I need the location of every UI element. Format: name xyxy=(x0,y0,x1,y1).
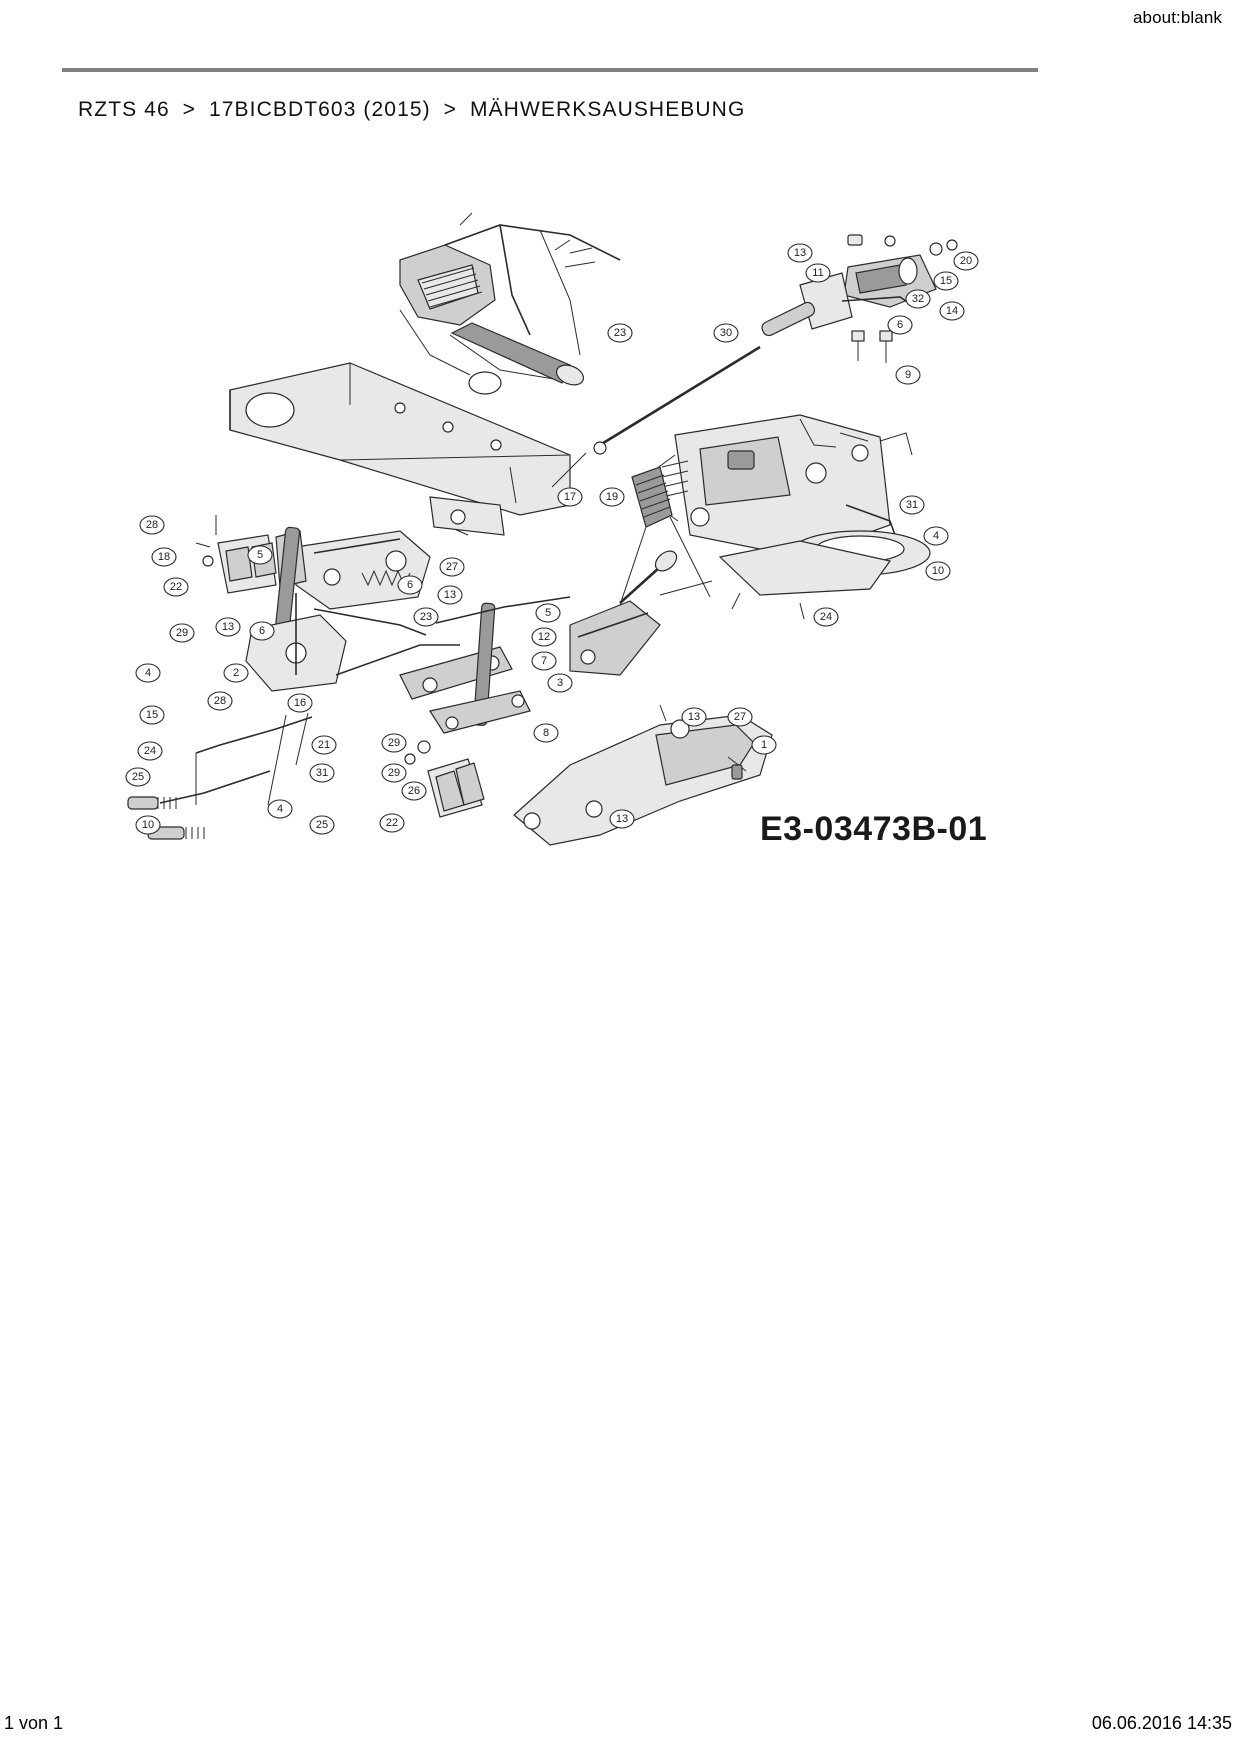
callout-label: 31 xyxy=(905,499,919,511)
callout-label: 4 xyxy=(276,803,284,815)
callout-label: 29 xyxy=(387,767,401,779)
callout-label: 23 xyxy=(613,327,627,339)
callout-label: 11 xyxy=(812,267,824,279)
callout-label: 27 xyxy=(445,561,459,573)
parts-diagram-svg xyxy=(100,205,1040,885)
callout-label: 26 xyxy=(407,785,421,797)
callout-bubble xyxy=(438,586,462,604)
callout-label: 21 xyxy=(317,739,331,751)
print-header xyxy=(0,0,1240,36)
callout-bubble xyxy=(532,628,556,646)
lower-center-bracket xyxy=(405,741,484,817)
callout-bubble xyxy=(906,290,930,308)
transmission-group xyxy=(656,415,930,619)
callout-bubble xyxy=(310,764,334,782)
callout-label: 15 xyxy=(145,709,159,721)
callout-label: 10 xyxy=(931,565,945,577)
breadcrumb-item-assembly[interactable]: MÄHWERKSAUSHEBUNG xyxy=(469,98,746,121)
breadcrumb xyxy=(78,98,745,122)
callout-bubble xyxy=(164,578,188,596)
callout-bubble xyxy=(382,764,406,782)
callout-bubble xyxy=(940,302,964,320)
callout-label: 24 xyxy=(143,745,157,757)
callout-label: 25 xyxy=(131,771,145,783)
callout-label: 5 xyxy=(544,607,552,619)
callout-bubble xyxy=(888,316,912,334)
breadcrumb-item-type[interactable]: 17BICBDT603 (2015) xyxy=(208,98,431,121)
callout-label: 7 xyxy=(540,655,548,667)
callout-bubble xyxy=(532,652,556,670)
callout-bubble xyxy=(398,576,422,594)
callout-bubble xyxy=(788,244,812,262)
page-url: about:blank xyxy=(1132,8,1222,27)
breadcrumb-separator: > xyxy=(182,98,197,121)
callout-bubble xyxy=(534,724,558,742)
breadcrumb-separator: > xyxy=(443,98,458,121)
callout-label: 28 xyxy=(145,519,159,531)
callout-label: 10 xyxy=(141,819,155,831)
callout-bubble xyxy=(170,624,194,642)
callout-label: 14 xyxy=(945,305,959,317)
callout-bubble xyxy=(926,562,950,580)
callout-label: 13 xyxy=(793,247,807,259)
page-indicator: 1 von 1 xyxy=(4,1712,64,1733)
header-divider xyxy=(62,68,1038,72)
callout-label: 28 xyxy=(213,695,227,707)
callout-bubble xyxy=(714,324,738,342)
callout-label: 16 xyxy=(293,697,307,709)
callout-label: 4 xyxy=(932,530,940,542)
callout-label: 2 xyxy=(232,667,240,679)
callout-bubble xyxy=(248,546,272,564)
callout-bubble xyxy=(752,736,776,754)
callout-label: 15 xyxy=(939,275,953,287)
callout-label: 13 xyxy=(443,589,457,601)
callout-label: 1 xyxy=(760,739,768,751)
callout-bubble xyxy=(610,810,634,828)
callout-bubble xyxy=(216,618,240,636)
callout-bubble xyxy=(548,674,572,692)
callout-label: 13 xyxy=(615,813,629,825)
callout-bubble xyxy=(140,516,164,534)
callout-label: 32 xyxy=(911,293,925,305)
callout-label: 29 xyxy=(387,737,401,749)
drawing-code: E3-03473B-01 xyxy=(760,810,988,848)
callout-label: 4 xyxy=(144,667,152,679)
parts-diagram xyxy=(100,205,1040,885)
lift-bracket-group xyxy=(800,235,957,363)
callout-bubble xyxy=(728,708,752,726)
callout-bubble xyxy=(608,324,632,342)
callout-bubble xyxy=(152,548,176,566)
callout-label: 9 xyxy=(904,369,912,381)
callout-bubble xyxy=(380,814,404,832)
callout-bubble xyxy=(954,252,978,270)
breadcrumb-item-model[interactable]: RZTS 46 xyxy=(78,98,170,121)
callout-bubble xyxy=(682,708,706,726)
print-timestamp: 06.06.2016 14:35 xyxy=(1091,1712,1232,1733)
callout-label: 27 xyxy=(733,711,747,723)
callout-bubble xyxy=(600,488,624,506)
callout-bubble xyxy=(138,742,162,760)
callout-label: 30 xyxy=(719,327,733,339)
callout-bubble xyxy=(312,736,336,754)
callout-label: 19 xyxy=(605,491,619,503)
callout-label: 17 xyxy=(563,491,577,503)
callout-label: 12 xyxy=(537,631,551,643)
callout-bubble xyxy=(208,692,232,710)
callout-bubble xyxy=(934,272,958,290)
callout-label: 6 xyxy=(258,625,266,637)
callout-label: 25 xyxy=(315,819,329,831)
callout-label: 22 xyxy=(385,817,399,829)
callout-label: 6 xyxy=(896,319,904,331)
callout-label: 24 xyxy=(819,611,833,623)
callout-label: 6 xyxy=(406,579,414,591)
callout-bubble xyxy=(558,488,582,506)
callout-label: 13 xyxy=(687,711,701,723)
pedal-assembly-group xyxy=(400,213,620,394)
callout-bubble xyxy=(310,816,334,834)
callout-label: 5 xyxy=(256,549,264,561)
callout-bubble xyxy=(288,694,312,712)
callout-bubble xyxy=(140,706,164,724)
callout-label: 29 xyxy=(175,627,189,639)
callout-label: 20 xyxy=(959,255,973,267)
callout-bubble xyxy=(250,622,274,640)
callout-bubble xyxy=(402,782,426,800)
page-footer xyxy=(0,1710,1240,1736)
callout-bubble xyxy=(814,608,838,626)
callout-label: 8 xyxy=(542,727,550,739)
callout-bubble xyxy=(924,527,948,545)
callout-label: 13 xyxy=(221,621,235,633)
callout-label: 22 xyxy=(169,581,183,593)
callout-label: 18 xyxy=(157,551,171,563)
callout-bubble xyxy=(136,816,160,834)
callout-bubble xyxy=(806,264,830,282)
callout-label: 3 xyxy=(556,677,564,689)
callout-bubble xyxy=(382,734,406,752)
callout-bubble xyxy=(896,366,920,384)
callout-label: 23 xyxy=(419,611,433,623)
callout-bubble xyxy=(440,558,464,576)
callout-bubble xyxy=(536,604,560,622)
callout-bubble xyxy=(900,496,924,514)
callout-bubble xyxy=(136,664,160,682)
callout-bubble xyxy=(126,768,150,786)
callout-label: 31 xyxy=(315,767,329,779)
callout-bubble xyxy=(414,608,438,626)
callout-bubble xyxy=(224,664,248,682)
callout-bubble xyxy=(268,800,292,818)
frame-rail-group xyxy=(230,363,570,535)
